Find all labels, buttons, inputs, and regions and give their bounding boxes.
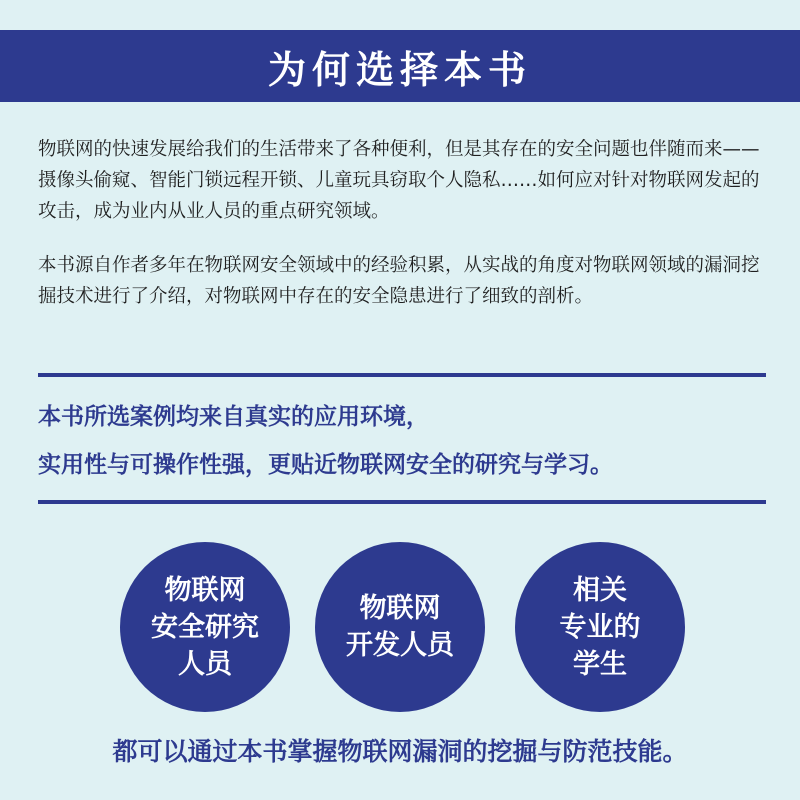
page-title: 为何选择本书: [267, 47, 532, 92]
divider-top: [38, 373, 766, 377]
audience-circle-developers: [315, 542, 485, 712]
audience-line: 安全研究: [151, 611, 259, 643]
audience-circle-security-researchers: [120, 542, 290, 712]
audience-line: 相关: [573, 574, 627, 606]
audience-line: 开发人员: [346, 630, 454, 661]
audience-line: 物联网: [164, 574, 246, 606]
highlight-line-2: 实用性与可操作性强，更贴近物联网安全的研究与学习。: [38, 452, 613, 478]
divider-bottom: [38, 500, 766, 504]
audience-circle-students: [515, 542, 685, 712]
footer-tagline: 都可以通过本书掌握物联网漏洞的挖掘与防范技能。: [112, 737, 688, 766]
audience-line: 人员: [178, 648, 232, 680]
audience-line: 专业的: [559, 611, 641, 643]
title-banner: [0, 30, 800, 102]
audience-line: 物联网: [359, 593, 441, 624]
audience-line: 学生: [573, 648, 627, 680]
intro-paragraph-2: 本书源自作者多年在物联网安全领域中的经验积累，从实战的角度对物联网领域的漏洞挖掘技术进行了介绍，对物联网中存在的安全隐患进行了细致的剖析。: [38, 255, 760, 307]
highlight-line-1: 本书所选案例均来自真实的应用环境，: [38, 404, 429, 430]
intro-paragraph-1: 物联网的快速发展给我们的生活带来了各种便利，但是其存在的安全问题也伴随而来——摄像头偷窥、智能门锁远程开锁、儿童玩具窃取个人隐私……如何应对针对物联网发起的攻击，成为业内从业人员的重点研究领域。: [38, 139, 760, 222]
